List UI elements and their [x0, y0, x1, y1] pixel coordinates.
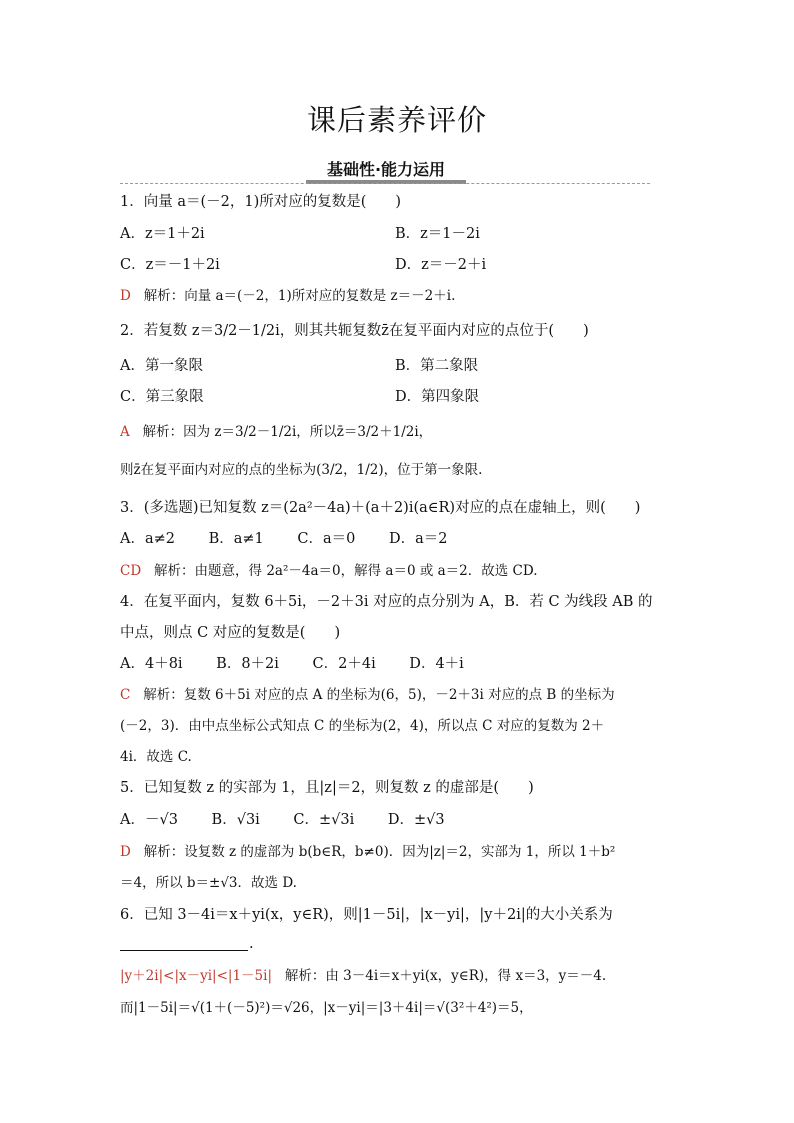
q6-blank-end: .	[249, 936, 254, 952]
q4-analysis-line-1	[120, 684, 615, 706]
q6-answer: |y＋2i|<|x－yi|<|1－5i|	[120, 968, 273, 984]
q4-analysis-1: 解析：复数 6＋5i 对应的点 A 的坐标为(6，5)，－2＋3i 对应的点 B 的坐标为	[143, 687, 615, 703]
q5-answer: D	[120, 844, 131, 860]
answer-blank	[120, 950, 248, 951]
q4-analysis-2: (－2，3)．由中点坐标公式知点 C 的坐标为(2，4)，所以点 C 对应的复数为 2＋	[120, 718, 605, 734]
q2-analysis-2: 则z̄在复平面内对应的点的坐标为(3/2，1/2)，位于第一象限.	[120, 462, 483, 478]
dashed-divider	[120, 183, 650, 184]
q1-analysis: 解析：向量 a＝(－2，1)所对应的复数是 z＝－2＋i.	[143, 288, 456, 304]
q6-analysis-1: 解析：由 3－4i＝x＋yi(x，y∈R)，得 x＝3，y＝－4.	[284, 968, 607, 984]
q4-analysis-3: 4i．故选 C.	[120, 749, 192, 765]
q1-option-a: A．z＝1＋2i	[120, 226, 205, 242]
q2-analysis-line-1	[120, 421, 432, 443]
q4-stem-1: 4．在复平面内，复数 6＋5i，－2＋3i 对应的点分别为 A，B．若 C 为线段 AB 的	[120, 594, 653, 610]
q3-analysis: 解析：由题意，得 2a²－4a＝0，解得 a＝0 或 a＝2．故选 CD.	[154, 563, 538, 579]
q2-analysis-1: 解析：因为 z＝3/2－1/2i，所以z̄＝3/2＋1/2i，	[142, 424, 433, 440]
q4-answer: C	[120, 687, 131, 703]
q3-stem: 3．(多选题)已知复数 z＝(2a²－4a)＋(a＋2)i(a∈R)对应的点在虚轴上，则( )	[120, 500, 641, 516]
q3-options: A．a≠2 B．a≠1 C．a＝0 D．a＝2	[120, 531, 448, 547]
q2-option-d: D．第四象限	[395, 389, 480, 405]
q5-options: A．－√3 B．√3i C．±√3i D．±√3	[120, 812, 445, 828]
q6-analysis-line-1	[120, 965, 606, 987]
q3-answer: CD	[120, 563, 142, 579]
page-title: 课后素养评价	[306, 103, 487, 137]
q2-stem: 2．若复数 z＝3/2－1/2i，则其共轭复数z̄在复平面内对应的点位于( )	[120, 323, 589, 339]
q1-option-b: B．z＝1－2i	[395, 226, 480, 242]
q6-analysis-2: 而|1－5i|＝√(1＋(－5)²)＝√26，|x－yi|＝|3＋4i|＝√(3²＋4²)＝5，	[120, 1000, 533, 1016]
q1-analysis-line	[120, 285, 455, 307]
q2-option-c: C．第三象限	[120, 389, 204, 405]
q5-analysis-2: ＝4，所以 b＝±√3．故选 D.	[120, 875, 297, 891]
q3-analysis-line	[120, 560, 538, 582]
q2-option-a: A．第一象限	[120, 358, 203, 374]
q2-answer: A	[120, 424, 130, 440]
q1-option-d: D．z＝－2＋i	[395, 257, 487, 273]
q6-stem: 6．已知 3－4i＝x＋yi(x，y∈R)，则|1－5i|，|x－yi|，|y＋2i|的大小关系为	[120, 907, 613, 923]
q2-option-b: B．第二象限	[395, 358, 479, 374]
q5-stem: 5．已知复数 z 的实部为 1，且|z|＝2，则复数 z 的虚部是( )	[120, 780, 534, 796]
section-header	[306, 158, 466, 184]
q1-stem: 1．向量 a＝(－2，1)所对应的复数是( )	[120, 194, 402, 210]
q1-answer: D	[120, 288, 131, 304]
q4-stem-2: 中点，则点 C 对应的复数是( )	[120, 625, 341, 641]
q4-options: A．4＋8i B．8＋2i C．2＋4i D．4＋i	[120, 656, 464, 672]
q5-analysis-1: 解析：设复数 z 的虚部为 b(b∈R，b≠0)．因为|z|＝2，实部为 1，所以 1＋b²	[143, 844, 616, 860]
q5-analysis-line-1	[120, 841, 615, 863]
section-title: 基础性·能力运用	[326, 160, 446, 179]
q1-option-c: C．z＝－1＋2i	[120, 257, 220, 273]
